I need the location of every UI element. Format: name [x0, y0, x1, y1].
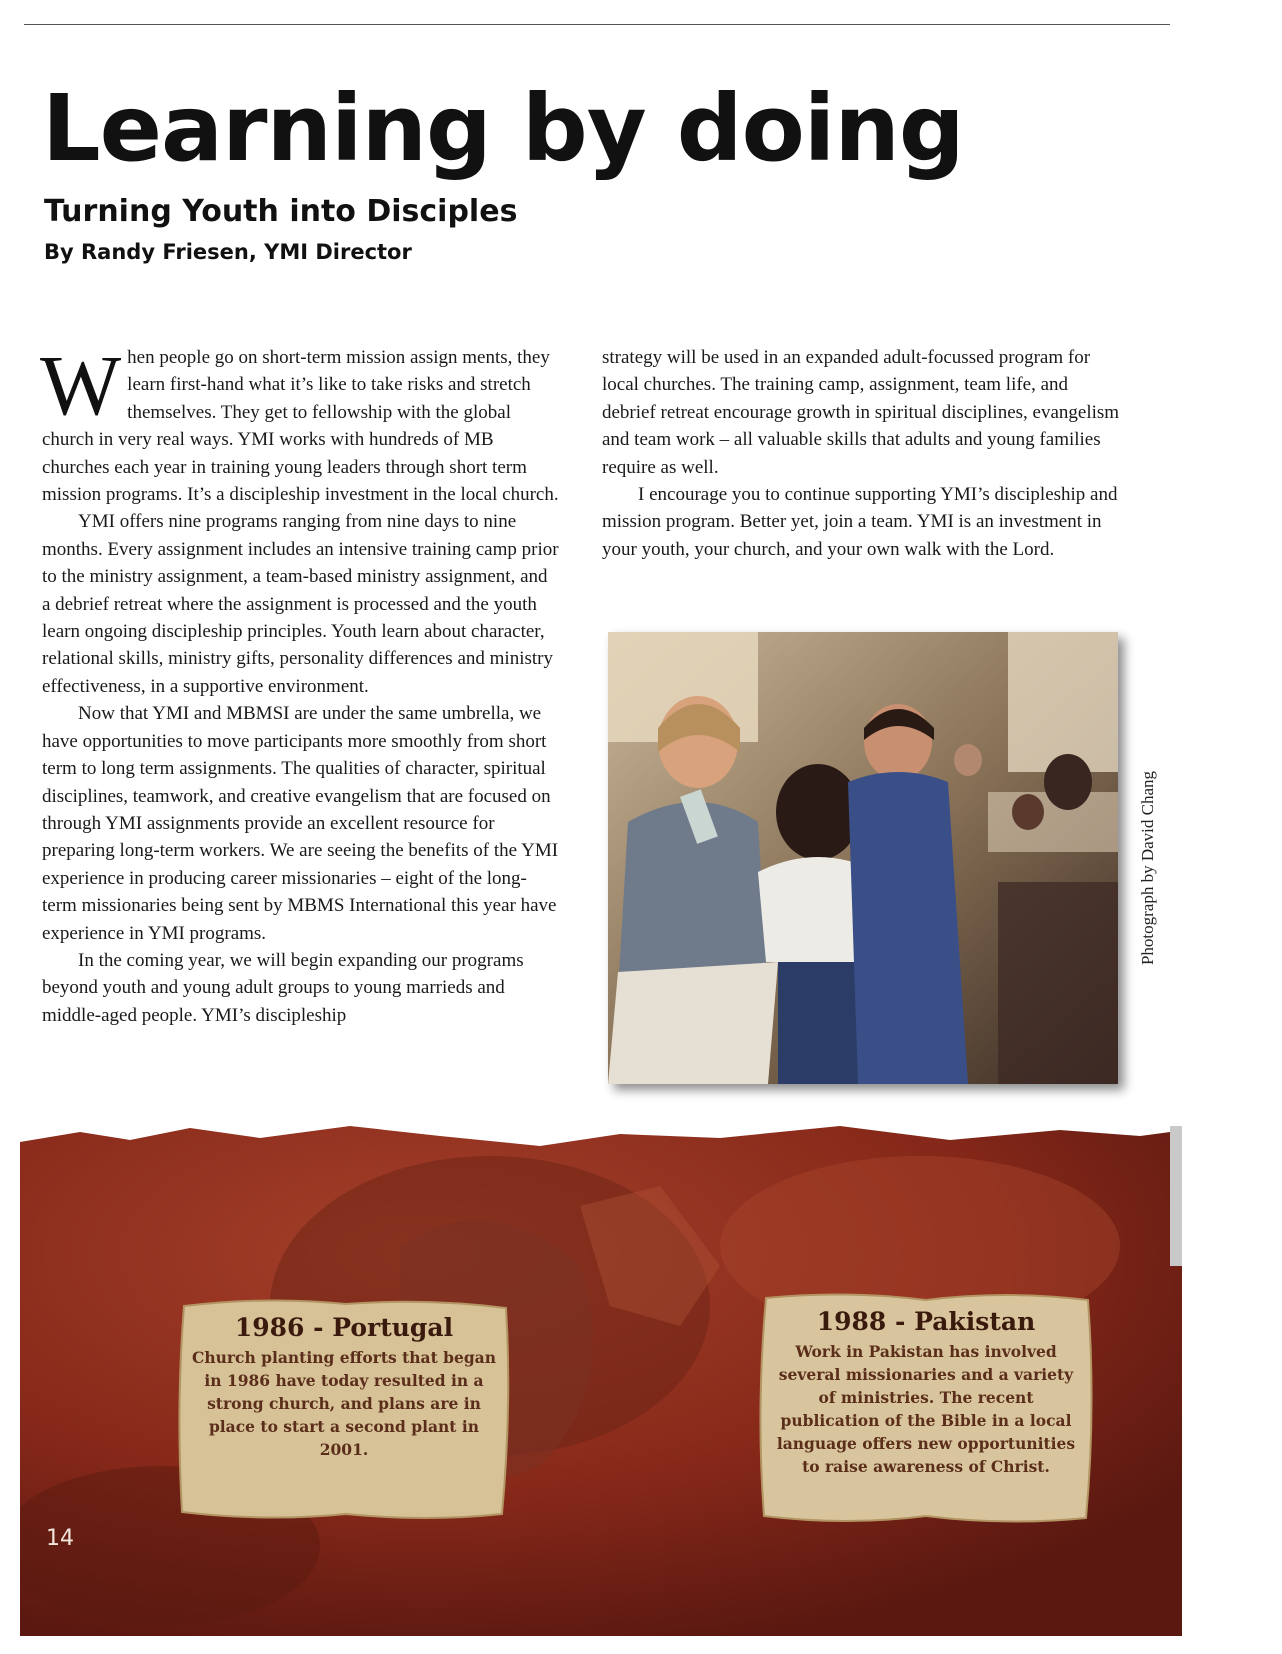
photo-credit: Photograph by David Chang	[1138, 770, 1157, 966]
timeline-card-text: Church planting efforts that began in 1986 have today resulted in a strong church, and plans are in place to start a second plant in 2001.	[192, 1348, 496, 1459]
photo-illustration	[608, 632, 1118, 1084]
paragraph-5: strategy will be used in an expanded adult-focussed program for local churches. The training camp, assignment, team life, and debrief retreat encourage growth in spiritual disciplines, evangelism and team work – all valuable skills that adults and young families require as well.	[602, 347, 1120, 478]
timeline-card-title: 1986 - Portugal	[234, 1313, 454, 1342]
timeline-card-text: Work in Pakistan has involved several missionaries and a variety of ministries. The recent publication of the Bible in a local language offers new opportunities to raise awareness of Christ.	[776, 1342, 1076, 1476]
paragraph-2: YMI offers nine programs ranging from nine days to nine months. Every assignment includes an intensive training camp prior to the ministry assignment, a team-based ministry assignment, and a debrief retreat where the assignment is processed and the youth learn ongoing discipleship principles. Youth learn about character, relational skills, ministry gifts, personality differences and ministry effectiveness, in a supportive environment.	[42, 511, 559, 697]
paragraph-6: I encourage you to continue supporting YMI’s discipleship and mission program. Better yet, join a team. YMI is an investment in your youth, your church, and your own walk with the Lord.	[602, 484, 1118, 560]
timeline-card-portugal	[176, 1296, 512, 1522]
article-byline: By Randy Friesen, YMI Director	[44, 240, 412, 264]
paragraph-1-text: hen people go on short-term mission assign ments, they learn first-hand what it’s like to take risks and stretch themselves. They get to fellowship with the global church in very real ways. YMI works with hundreds of MB churches each year in training young leaders through short term mission programs. It’s a discipleship investment in the local church.	[42, 347, 559, 506]
paragraph-1	[40, 337, 560, 508]
left-column	[40, 337, 560, 1029]
article-subtitle: Turning Youth into Disciples	[44, 194, 518, 229]
timeline-card-pakistan	[756, 1290, 1096, 1526]
paragraph-4: In the coming year, we will begin expanding our programs beyond youth and young adult groups to young marrieds and middle-aged people. YMI’s discipleship	[42, 949, 524, 1026]
timeline-card-title: 1988 - Pakistan	[816, 1307, 1036, 1336]
top-rule	[24, 24, 1170, 25]
right-column	[602, 344, 1122, 563]
paragraph-3: Now that YMI and MBMSI are under the same umbrella, we have opportunities to move participants more smoothly from short term to long term assignments. The qualities of character, spiritual disciplines, teamwork, and creative evangelism that are focused on through YMI assignments provide an excellent resource for preparing long-term workers. We are seeing the benefits of the YMI experience in producing career missionaries – eight of the long-term missionaries being sent by MBMS International this year have experience in YMI programs.	[42, 703, 559, 944]
drop-cap: W	[40, 337, 122, 433]
article-photo	[608, 632, 1118, 1084]
page-number: 14	[46, 1526, 74, 1551]
article-title: Learning by doing	[42, 75, 964, 182]
